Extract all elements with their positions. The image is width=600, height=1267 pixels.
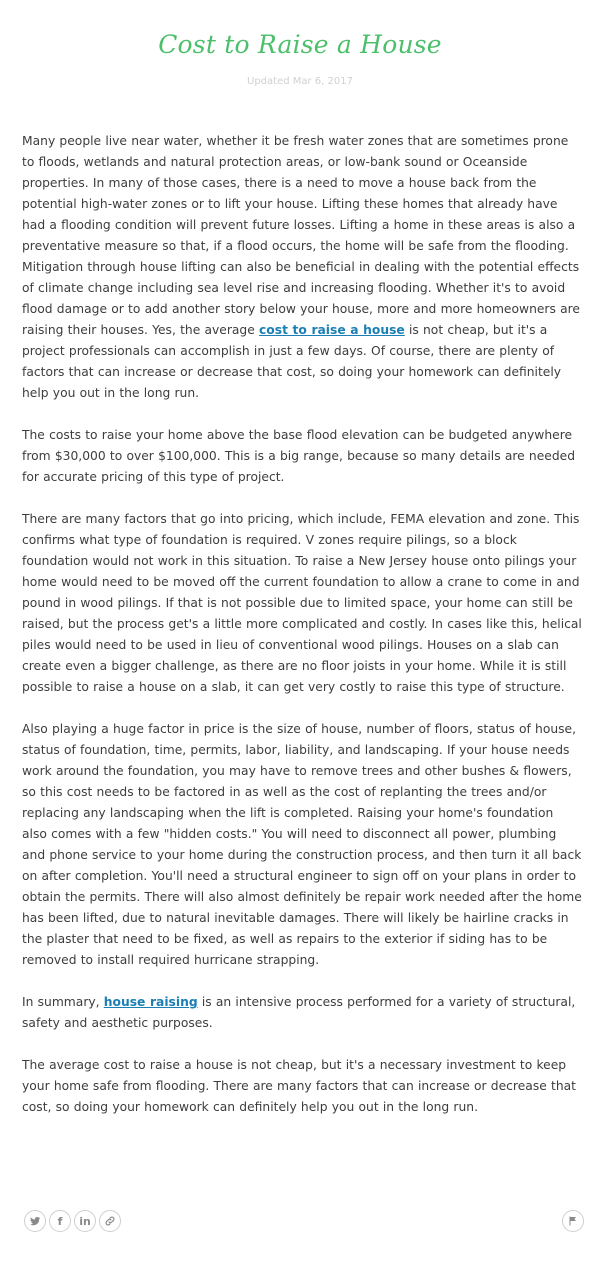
paragraph-costs: The costs to raise your home above the base flood elevation can be budgeted anywhere from $30,000 to over $100,000. This is a big range, because so many details are needed for accurate pricing of this type of project. bbox=[22, 428, 576, 484]
cost-to-raise-house-link[interactable]: cost to raise a house bbox=[259, 323, 405, 337]
paragraph-summary: In summary, house raising is an intensive process performed for a variety of structural, safety and aesthetic purposes. bbox=[22, 995, 576, 1030]
house-raising-link[interactable]: house raising bbox=[103, 995, 198, 1009]
linkedin-icon[interactable]: in bbox=[74, 1210, 96, 1232]
page-title: Cost to Raise a House bbox=[158, 30, 442, 59]
paragraph-mitigation: Mitigation through house lifting can also be beneficial in dealing with the potential effects of climate change including sea level rise and increasing flooding. Whether it's to avoid flood damage or to add another story below your house, more and more homeowners are raising their houses. Yes, the average cost to raise a house is not cheap, but it's a project professionals can accomplish in just a few days. Of course, there are plenty of factors that can increase or decrease that cost, so doing your homework can definitely help you out in the long run. bbox=[22, 260, 580, 400]
paragraph-factors: There are many factors that go into pricing, which include, FEMA elevation and zone. This confirms what type of foundation is required. V zones require pilings, so a block foundation would not work in this situation. To raise a New Jersey house onto pilings your home would need to be moved off the current foundation to allow a crane to come in and pound in wood pilings. If that is not possible due to limited space, your home can still be raised, but the process get's a little more complicated and costly. In cases like this, helical piles would need to be used in lieu of conventional wood pilings. Houses on a slab can create even a bigger challenge, as there are no floor joists in your home. While it is still possible to raise a house on a slab, it can get very costly to raise this type of structure. bbox=[22, 512, 582, 694]
paragraph-conclusion: The average cost to raise a house is not cheap, but it's a necessary investment to keep your home safe from flooding. There are many factors that can increase or decrease that cost, so doing your homework can definitely help you out in the long run. bbox=[22, 1058, 576, 1114]
link-icon[interactable] bbox=[99, 1210, 121, 1232]
twitter-icon[interactable] bbox=[24, 1210, 46, 1232]
article-body bbox=[22, 131, 582, 1118]
paragraph-price-factors: Also playing a huge factor in price is the size of house, number of floors, status of house, status of foundation, time, permits, labor, liability, and landscaping. If your house needs work around the foundation, you may have to remove trees and other bushes & flowers, so this cost needs to be factored in as well as the cost of replanting the trees and/or replacing any landscaping when the lift is completed. Raising your home's foundation also comes with a few "hidden costs." You will need to disconnect all power, plumbing and phone service to your home during the construction process, and then turn it all back on after completion. You'll need a structural engineer to sign off on your plans in order to obtain the permits. There will also almost definitely be repair work needed after the home has been lifted, due to natural inevitable damages. There will likely be hairline cracks in the plaster that need to be fixed, as well as repairs to the exterior if siding has to be removed to install required hurricane strapping. bbox=[22, 722, 582, 967]
share-bar bbox=[24, 1210, 121, 1232]
flag-icon[interactable] bbox=[562, 1210, 584, 1232]
facebook-icon[interactable]: f bbox=[49, 1210, 71, 1232]
updated-date: Updated Mar 6, 2017 bbox=[247, 76, 353, 87]
paragraph-intro: Many people live near water, whether it be fresh water zones that are sometimes prone to floods, wetlands and natural protection areas, or low-bank sound or Oceanside properties. In many of those cases, there is a need to move a house back from the potential high-water zones or to lift your house. Lifting these homes that already have had a flooding condition will prevent future losses. Lifting a home in these areas is also a preventative measure so that, if a flood occurs, the home will be safe from the flooding. bbox=[22, 134, 576, 253]
